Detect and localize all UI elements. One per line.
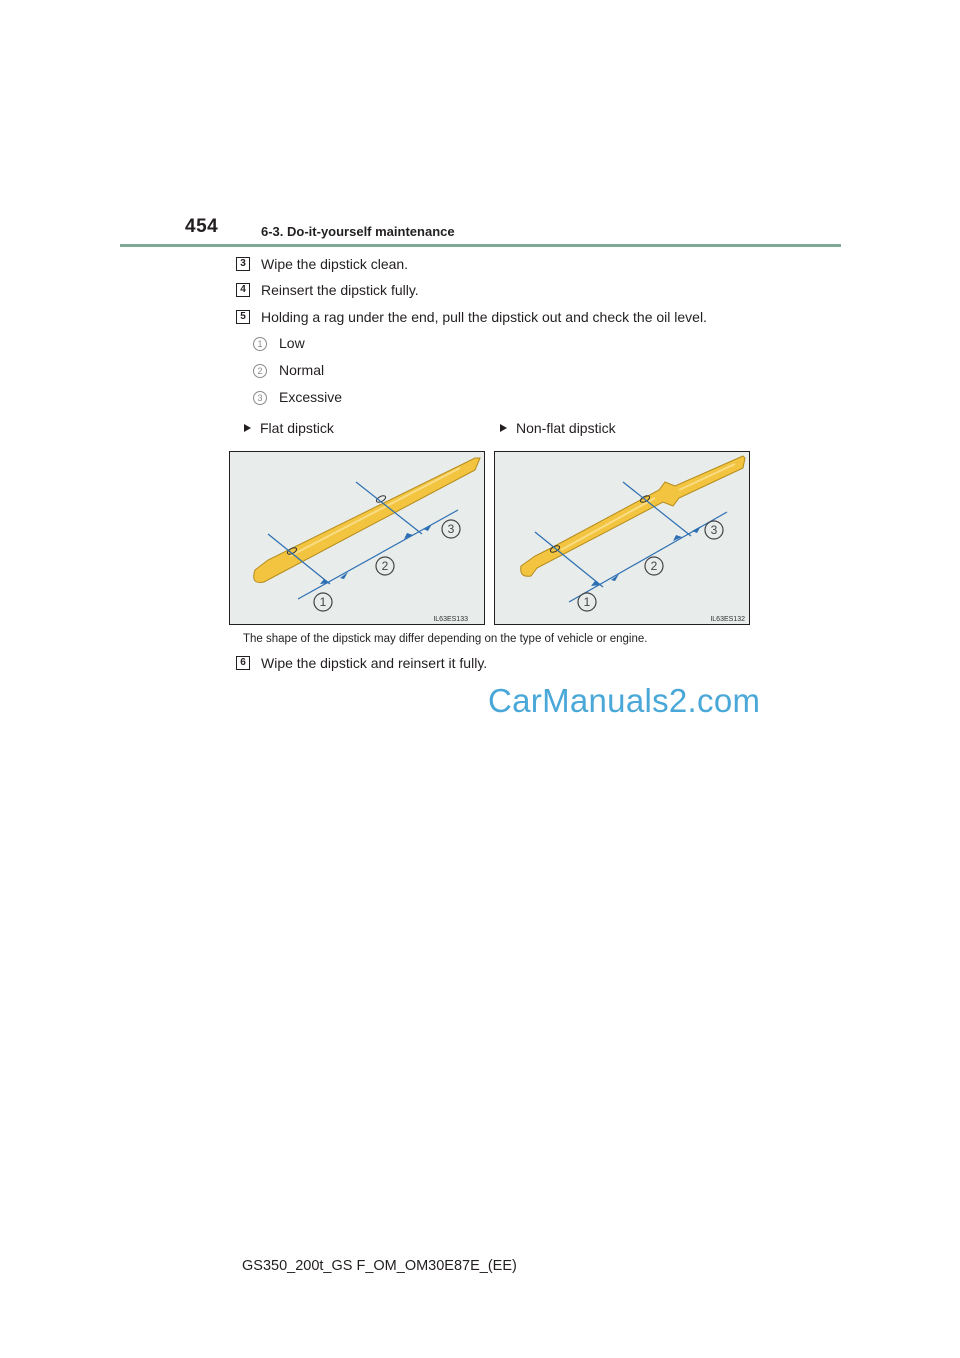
variant-flat-label: Flat dipstick [260, 420, 334, 436]
callout-2: 2 [650, 559, 658, 573]
level-label-low: Low [279, 335, 305, 351]
step-text-5: Holding a rag under the end, pull the dipstick out and check the oil level. [261, 309, 707, 325]
step-text-4: Reinsert the dipstick fully. [261, 282, 419, 298]
level-number-2: 2 [253, 364, 267, 378]
step-badge-6: 6 [236, 656, 250, 670]
section-title: 6-3. Do-it-yourself maintenance [261, 224, 455, 239]
arrow-excessive [692, 526, 701, 533]
triangle-bullet-icon [244, 424, 251, 432]
variant-flat [244, 420, 334, 436]
step-badge-3: 3 [236, 257, 250, 271]
dipstick-highlight [290, 468, 460, 556]
figure-code: IL63ES133 [433, 616, 468, 623]
watermark: CarManuals2.com [488, 682, 761, 719]
step-text-3: Wipe the dipstick clean. [261, 256, 409, 272]
callout-1: 1 [583, 595, 591, 609]
step-text-6: Wipe the dipstick and reinsert it fully. [261, 655, 488, 671]
figure-flat-dipstick [229, 451, 485, 625]
variant-non-flat-label: Non-flat dipstick [516, 420, 616, 436]
callout-3: 3 [447, 522, 455, 536]
header-rule [120, 244, 841, 247]
measure-line [298, 510, 458, 599]
level-number-3: 3 [253, 391, 267, 405]
arrow-excessive [423, 524, 432, 531]
figure-code: IL63ES132 [710, 616, 745, 623]
step-badge-4: 4 [236, 283, 250, 297]
step-badge-5: 5 [236, 310, 250, 324]
flat-dipstick-shape [254, 458, 480, 583]
level-number-1: 1 [253, 337, 267, 351]
figure-caption: The shape of the dipstick may differ depending on the type of vehicle or engine. [243, 633, 648, 645]
figure-non-flat-dipstick [494, 451, 750, 625]
level-label-normal: Normal [279, 362, 325, 378]
callout-3: 3 [710, 523, 718, 537]
variant-non-flat [500, 420, 616, 436]
level-label-excessive: Excessive [279, 389, 343, 405]
callout-1: 1 [319, 595, 327, 609]
triangle-bullet-icon [500, 424, 507, 432]
page-number: 454 [185, 216, 219, 237]
callout-2: 2 [381, 559, 389, 573]
footer-code: GS350_200t_GS F_OM_OM30E87E_(EE) [242, 1258, 517, 1274]
